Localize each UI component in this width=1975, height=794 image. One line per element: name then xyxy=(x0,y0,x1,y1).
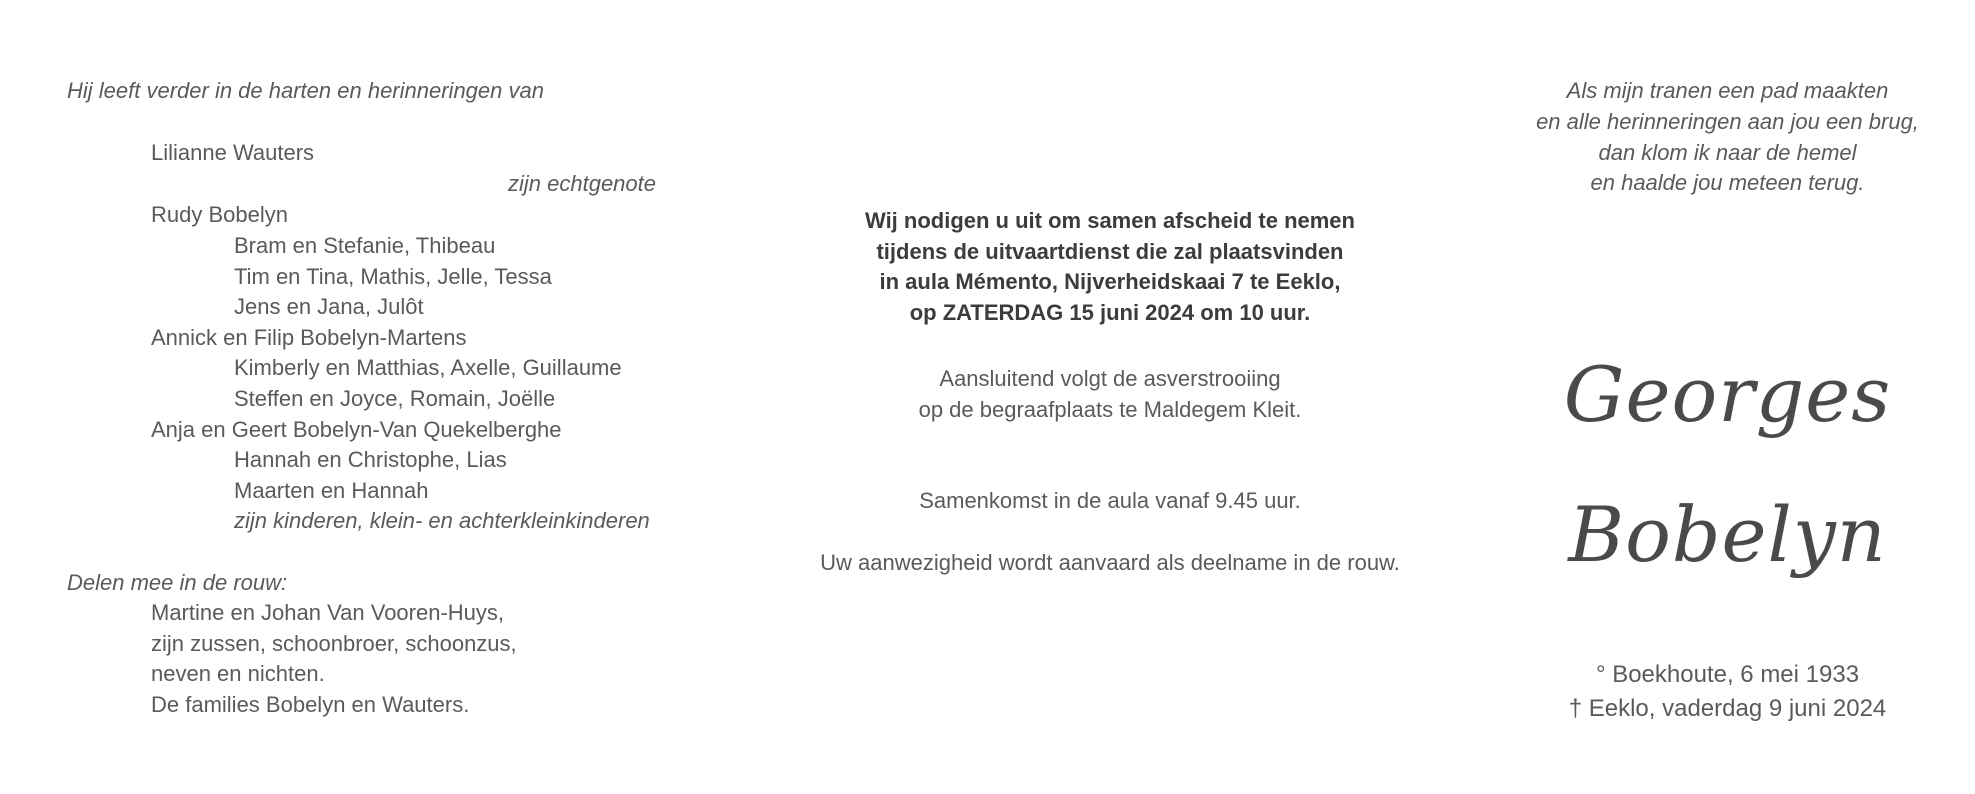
invitation-line: in aula Mémento, Nijverheidskaai 7 te Eeklo, xyxy=(879,269,1341,294)
intro-text: Hij leeft verder in de harten en herinneringen van xyxy=(67,78,544,103)
spouse-role: zijn echtgenote xyxy=(508,171,656,196)
family-line: Rudy Bobelyn xyxy=(151,202,288,227)
last-name: Bobelyn xyxy=(1568,490,1887,579)
mourning-text: Uw aanwezigheid wordt aanvaard als deelname in de rouw. xyxy=(820,550,1400,575)
invitation-line: op ZATERDAG 15 juni 2024 om 10 uur. xyxy=(909,300,1311,325)
family-line: Hannah en Christophe, Lias xyxy=(234,447,507,472)
poem-line: Als mijn tranen een pad maakten xyxy=(1566,78,1889,103)
scattering-line: Aansluitend volgt de asverstrooiing xyxy=(939,366,1281,391)
family-line: Jens en Jana, Julôt xyxy=(234,294,424,319)
ceremony-column xyxy=(760,0,1460,794)
share-line: Martine en Johan Van Vooren-Huys, xyxy=(151,600,505,625)
share-line: neven en nichten. xyxy=(151,661,325,686)
share-line: De families Bobelyn en Wauters. xyxy=(151,692,470,717)
share-line: zijn zussen, schoonbroer, schoonzus, xyxy=(151,631,517,656)
family-line: Anja en Geert Bobelyn-Van Quekelberghe xyxy=(151,417,562,442)
death-date: † Eeklo, vaderdag 9 juni 2024 xyxy=(1568,695,1887,722)
spouse-name: Lilianne Wauters xyxy=(151,140,315,165)
scattering-line: op de begraafplaats te Maldegem Kleit. xyxy=(918,397,1302,422)
gathering-text: Samenkomst in de aula vanaf 9.45 uur. xyxy=(919,488,1301,513)
family-line: Annick en Filip Bobelyn-Martens xyxy=(151,325,467,350)
family-line: Kimberly en Matthias, Axelle, Guillaume xyxy=(234,355,622,380)
poem-line: en haalde jou meteen terug. xyxy=(1590,170,1865,195)
family-line: Maarten en Hannah xyxy=(234,478,429,503)
share-heading: Delen mee in de rouw: xyxy=(67,570,288,595)
first-name: Georges xyxy=(1563,350,1892,439)
family-line: Tim en Tina, Mathis, Jelle, Tessa xyxy=(234,264,552,289)
deceased-column xyxy=(1480,0,1975,794)
poem-line: en alle herinneringen aan jou een brug, xyxy=(1536,109,1919,134)
family-line: Bram en Stefanie, Thibeau xyxy=(234,233,496,258)
family-column xyxy=(0,0,720,794)
family-line: Steffen en Joyce, Romain, Joëlle xyxy=(234,386,556,411)
poem-line: dan klom ik naar de hemel xyxy=(1598,140,1857,165)
invitation-line: tijdens de uitvaartdienst die zal plaatsvinden xyxy=(876,239,1344,264)
children-role: zijn kinderen, klein- en achterkleinkinderen xyxy=(234,508,650,533)
birth-date: ° Boekhoute, 6 mei 1933 xyxy=(1595,661,1860,688)
invitation-line: Wij nodigen u uit om samen afscheid te nemen xyxy=(865,208,1355,233)
